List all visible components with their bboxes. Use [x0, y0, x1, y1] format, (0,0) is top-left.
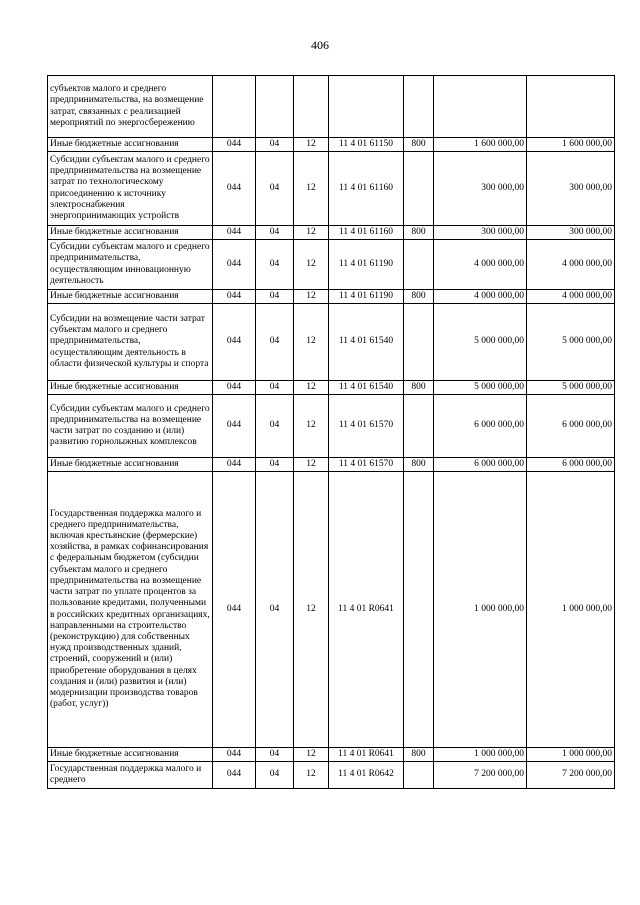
ministry-code-cell: 044: [213, 458, 256, 472]
expense-type-cell: [404, 152, 434, 226]
target-article-cell: 11 4 01 61540: [329, 381, 404, 395]
ministry-code-cell: 044: [213, 152, 256, 226]
ministry-code-cell: 044: [213, 395, 256, 458]
expense-type-cell: 800: [404, 748, 434, 762]
table-body: [48, 76, 615, 789]
page-number: 406: [311, 38, 329, 52]
amount-first-cell: 5 000 000,00: [434, 304, 527, 381]
section-code-cell: 04: [256, 226, 294, 240]
row-name-cell: Субсидии субъектам малого и среднего предпринимательства, осуществляющим инновационную деятельность: [48, 240, 213, 290]
subsection-code-cell: 12: [294, 240, 329, 290]
expense-type-cell: [404, 240, 434, 290]
ministry-code-cell: 044: [213, 762, 256, 789]
expense-type-cell: [404, 304, 434, 381]
table-row: [48, 152, 615, 226]
target-article-cell: 11 4 01 61540: [329, 304, 404, 381]
row-name-cell: Иные бюджетные ассигнования: [48, 381, 213, 395]
table-row: [48, 748, 615, 762]
ministry-code-cell: 044: [213, 381, 256, 395]
amount-second-cell: [527, 76, 615, 138]
amount-second-cell: 300 000,00: [527, 226, 615, 240]
target-article-cell: 11 4 01 61160: [329, 226, 404, 240]
expense-type-cell: 800: [404, 138, 434, 152]
target-article-cell: 11 4 01 61190: [329, 290, 404, 304]
expense-type-cell: [404, 395, 434, 458]
ministry-code-cell: 044: [213, 226, 256, 240]
target-article-cell: 11 4 01 61190: [329, 240, 404, 290]
row-name-cell: субъектов малого и среднего предпринимательства, на возмещение затрат, связанных с реализацией мероприятий по энергосбережению: [48, 76, 213, 138]
amount-second-cell: 6 000 000,00: [527, 395, 615, 458]
amount-second-cell: 1 000 000,00: [527, 472, 615, 748]
target-article-cell: 11 4 01 61570: [329, 395, 404, 458]
section-code-cell: 04: [256, 762, 294, 789]
target-article-cell: 11 4 01 61150: [329, 138, 404, 152]
ministry-code-cell: 044: [213, 304, 256, 381]
table-row: [48, 304, 615, 381]
budget-table: [47, 75, 615, 789]
row-name-cell: Субсидии субъектам малого и среднего предпринимательства на возмещение части затрат по созданию и (или) развитию горнолыжных комплексов: [48, 395, 213, 458]
section-code-cell: 04: [256, 458, 294, 472]
subsection-code-cell: 12: [294, 472, 329, 748]
amount-first-cell: 1 000 000,00: [434, 472, 527, 748]
amount-second-cell: 1 600 000,00: [527, 138, 615, 152]
amount-first-cell: 6 000 000,00: [434, 458, 527, 472]
ministry-code-cell: 044: [213, 240, 256, 290]
row-name-cell: Иные бюджетные ассигнования: [48, 226, 213, 240]
target-article-cell: 11 4 01 61160: [329, 152, 404, 226]
section-code-cell: 04: [256, 472, 294, 748]
table-row: [48, 458, 615, 472]
table-row: [48, 138, 615, 152]
subsection-code-cell: 12: [294, 395, 329, 458]
subsection-code-cell: 12: [294, 290, 329, 304]
amount-second-cell: 6 000 000,00: [527, 458, 615, 472]
row-name-cell: Иные бюджетные ассигнования: [48, 458, 213, 472]
amount-second-cell: 4 000 000,00: [527, 240, 615, 290]
target-article-cell: 11 4 01 61570: [329, 458, 404, 472]
target-article-cell: [329, 76, 404, 138]
subsection-code-cell: 12: [294, 138, 329, 152]
row-name-cell: Государственная поддержка малого и среднего предпринимательства, включая крестьянские (фермерские) хозяйства, в рамках софинансирования с федеральным бюджетом (субсидии субъектам малого и среднего предпринимательства на возмещение части затрат по уплате процентов за пользование кредитами, полученными в российских кредитных организациях, направленными на строительство (реконструкцию) для собственных нужд производственных зданий, строений, сооружений и (или) приобретение оборудования в целях создания и (или) развития и (или) модернизации производства товаров (работ, услуг)): [48, 472, 213, 748]
ministry-code-cell: 044: [213, 472, 256, 748]
expense-type-cell: [404, 472, 434, 748]
ministry-code-cell: 044: [213, 138, 256, 152]
ministry-code-cell: 044: [213, 290, 256, 304]
table-row: [48, 762, 615, 789]
amount-first-cell: 6 000 000,00: [434, 395, 527, 458]
table-row: [48, 381, 615, 395]
row-name-cell: Государственная поддержка малого и среднего: [48, 762, 213, 789]
expense-type-cell: 800: [404, 226, 434, 240]
subsection-code-cell: 12: [294, 381, 329, 395]
expense-type-cell: [404, 76, 434, 138]
amount-first-cell: 4 000 000,00: [434, 240, 527, 290]
section-code-cell: [256, 76, 294, 138]
amount-second-cell: 5 000 000,00: [527, 381, 615, 395]
subsection-code-cell: 12: [294, 762, 329, 789]
amount-second-cell: 5 000 000,00: [527, 304, 615, 381]
row-name-cell: Иные бюджетные ассигнования: [48, 290, 213, 304]
table-row: [48, 395, 615, 458]
section-code-cell: 04: [256, 381, 294, 395]
amount-first-cell: 5 000 000,00: [434, 381, 527, 395]
subsection-code-cell: 12: [294, 304, 329, 381]
subsection-code-cell: 12: [294, 152, 329, 226]
amount-first-cell: 7 200 000,00: [434, 762, 527, 789]
subsection-code-cell: 12: [294, 226, 329, 240]
row-name-cell: Субсидии на возмещение части затрат субъектам малого и среднего предпринимательства, осуществляющим деятельность в области физической культуры и спорта: [48, 304, 213, 381]
amount-first-cell: 4 000 000,00: [434, 290, 527, 304]
amount-second-cell: 1 000 000,00: [527, 748, 615, 762]
amount-second-cell: 4 000 000,00: [527, 290, 615, 304]
section-code-cell: 04: [256, 138, 294, 152]
subsection-code-cell: [294, 76, 329, 138]
target-article-cell: 11 4 01 R0642: [329, 762, 404, 789]
table-row: [48, 290, 615, 304]
table-row: [48, 472, 615, 748]
row-name-cell: Субсидии субъектам малого и среднего предпринимательства на возмещение затрат по технологическому присоединению к источнику электроснабжения энергопринимающих устройств: [48, 152, 213, 226]
section-code-cell: 04: [256, 304, 294, 381]
amount-second-cell: 7 200 000,00: [527, 762, 615, 789]
amount-first-cell: 300 000,00: [434, 226, 527, 240]
section-code-cell: 04: [256, 290, 294, 304]
ministry-code-cell: 044: [213, 748, 256, 762]
subsection-code-cell: 12: [294, 748, 329, 762]
expense-type-cell: 800: [404, 458, 434, 472]
table-row: [48, 226, 615, 240]
amount-first-cell: [434, 76, 527, 138]
row-name-cell: Иные бюджетные ассигнования: [48, 748, 213, 762]
target-article-cell: 11 4 01 R0641: [329, 472, 404, 748]
expense-type-cell: 800: [404, 381, 434, 395]
amount-second-cell: 300 000,00: [527, 152, 615, 226]
amount-first-cell: 1 600 000,00: [434, 138, 527, 152]
table-row: [48, 240, 615, 290]
subsection-code-cell: 12: [294, 458, 329, 472]
section-code-cell: 04: [256, 240, 294, 290]
amount-first-cell: 300 000,00: [434, 152, 527, 226]
expense-type-cell: 800: [404, 290, 434, 304]
section-code-cell: 04: [256, 152, 294, 226]
expense-type-cell: [404, 762, 434, 789]
amount-first-cell: 1 000 000,00: [434, 748, 527, 762]
table-row: [48, 76, 615, 138]
section-code-cell: 04: [256, 395, 294, 458]
section-code-cell: 04: [256, 748, 294, 762]
target-article-cell: 11 4 01 R0641: [329, 748, 404, 762]
ministry-code-cell: [213, 76, 256, 138]
row-name-cell: Иные бюджетные ассигнования: [48, 138, 213, 152]
